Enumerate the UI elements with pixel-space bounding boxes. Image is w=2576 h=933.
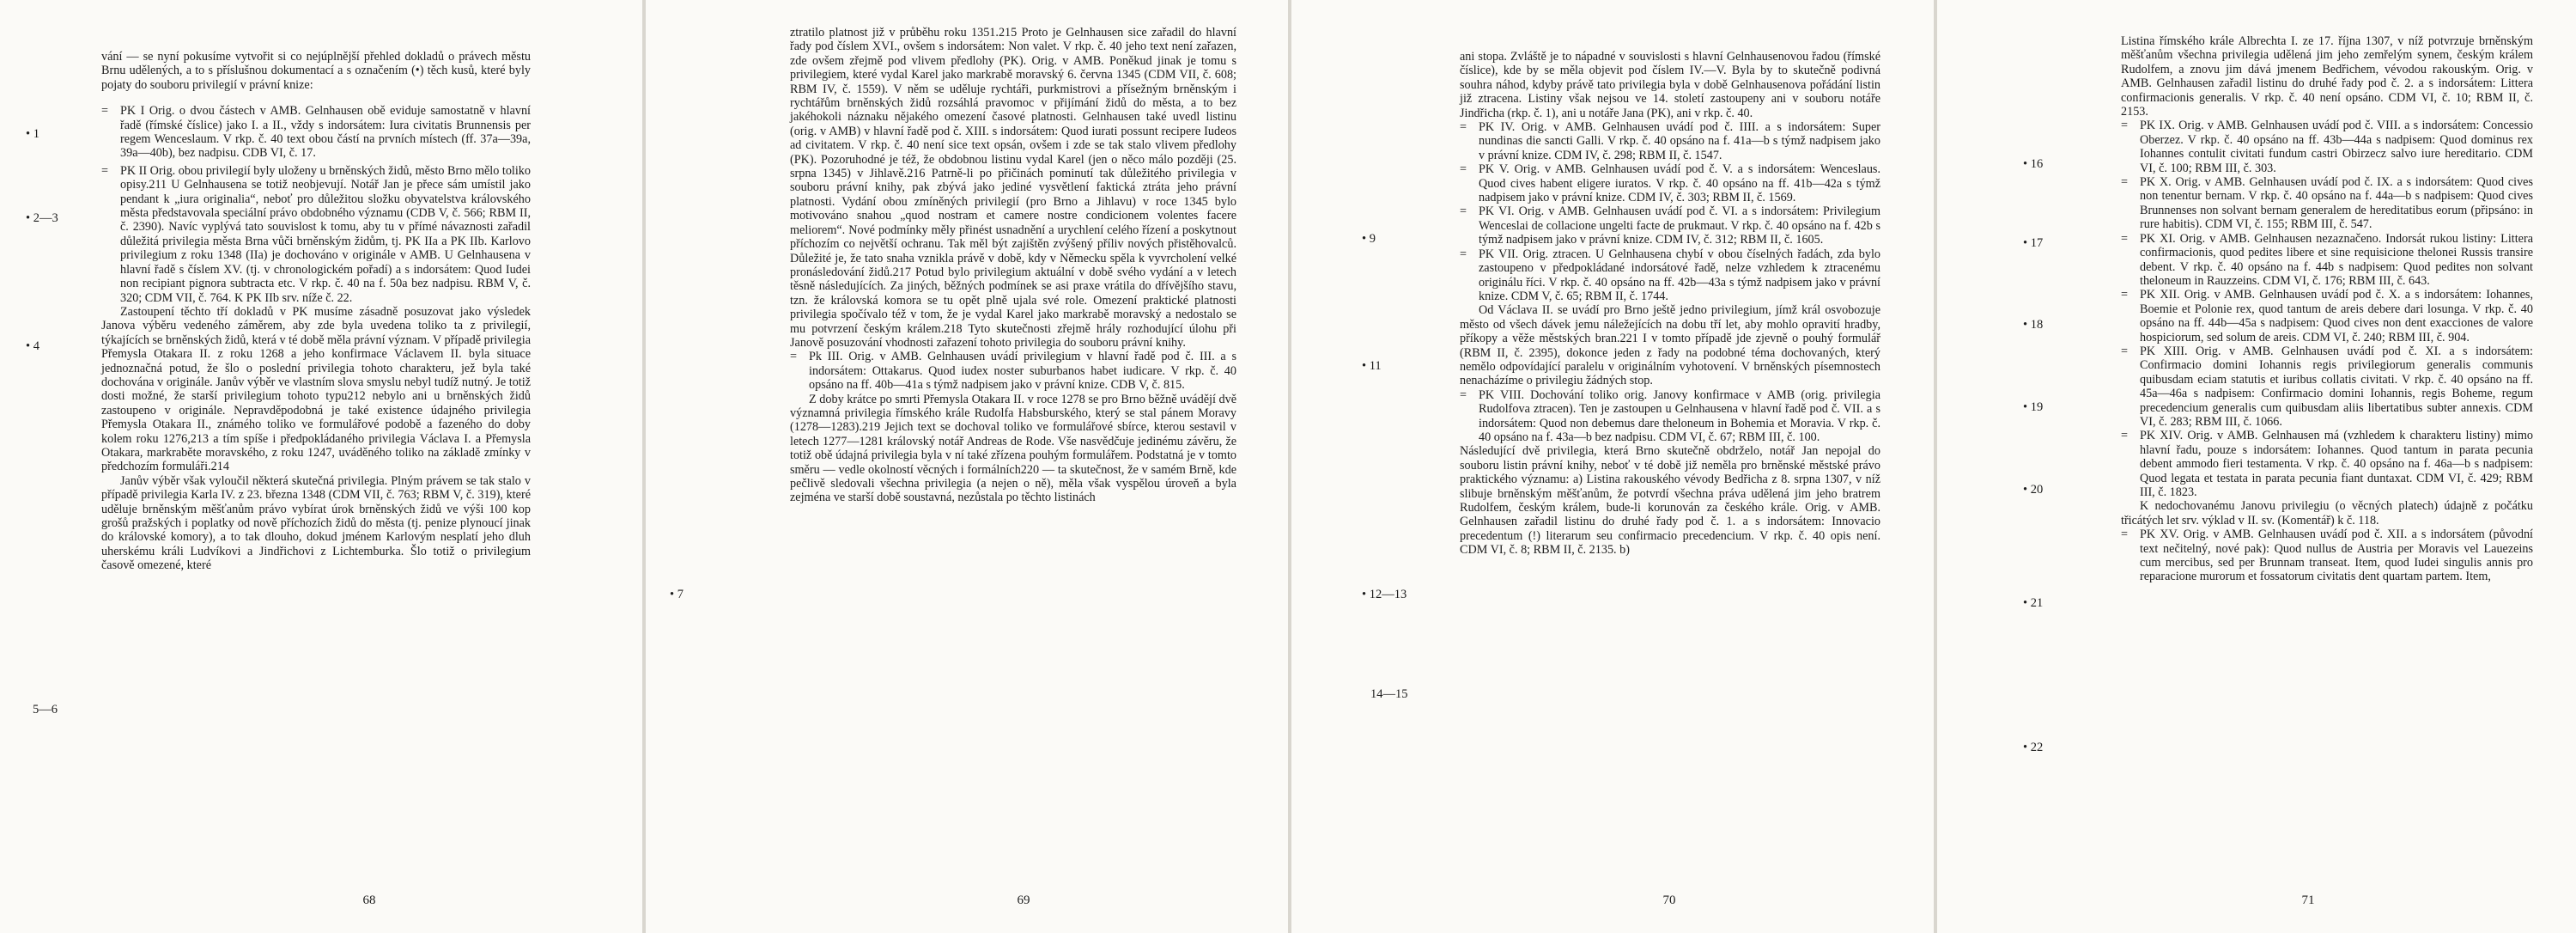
entry-text: PK IV. Orig. v AMB. Gelnhausen uvádí pod č. IIII. a s indorsátem: Super nundinas die sancti Galli. V rkp. č. 40 opsáno na f. 41a—b s týmž nadpisem jako v právní knize. CDM IV, č. 298; RBM II, č. 1547. <box>1479 120 1880 162</box>
body-paragraph: ztratilo platnost již v průběhu roku 1351.215 Proto je Gelnhausen sice zařadil do hlavní řady pod číslem XVI., ovšem s indorsátem: Non valet. V rkp. č. 40 jeho text není zařazen, zde ovšem zřejmě pod vlivem předlohy (PK). Orig. v AMB. Poněkud jinak je tomu s privilegiem, které vydal Karel jako markrabě moravský 6. června 1345 (CDM VII, č. 608; RBM IV, č. 1559). V něm se uděluje rychtáři, purkmistrovi a přísežným brněnským i rychtářům brněnských židů rozsáhlá pravomoc v přijímání židů do města, a to bez jakéhokoli náznaku nějakého omezení časové platnosti. Gelnhausen také uvedl listinu (orig. v AMB) v hlavní řadě pod č. XIII. s indorsátem: Quod iurati possunt recipere Iudeos ad civitatem. V rkp. č. 40 není sice text opsán, ovšem i zde se tak stalo vlivem předlohy (PK). Pozoruhodné je též, že obdobnou listinu vydal Karel (jen o něco málo později (25. srpna 1345) v Jihlavě.216 Patrně-li po přičinách pominutí tak důležitého privilegia v souboru právní knihy, pak zbývá jako jediné vysvětlení faktická ztráta jeho právní platnosti. Vydání obou zmíněných privilegií (pro Brno a Jihlavu) v roce 1345 bylo motivováno snahou „quod nostram et camere nostre condicionem volentes facere meliorem“. Nové podmínky měly přinést usnadnění a urychlení celého řízení a poskytnout příchozím co největší ochranu. Tak měl být zajištěn zvýšený příliv nových přistěhovalců. Důležité je, že tato snaha vznikla právě v době, kdy v Německu spěla k vyvrcholení velké pronásledování židů.217 Potud bylo privilegium aktuální v době svého vydání a v letech těsně následujících. Za jiných, běžných podmínek se asi praxe vrátila do dřívějšího stavu, tzn. že královská komora se tu opět plně ujala své role. Omezení praktické platnosti privilegia spočívalo též v tom, že je vydal Karel jako markrabě moravský a nedostalo se mu potvrzení českým králem.218 Tyto skutečnosti zřejmě hrály rozhodující úlohu při Janově posuzování vhodnosti zařazení tohoto privilegia do souboru právní knihy. <box>790 26 1236 350</box>
body-paragraph: Z doby krátce po smrti Přemysla Otakara II. v roce 1278 se pro Brno běžně uvádějí dvě významná privilegia římského krále Rudolfa Habsburského, který se stal pánem Moravy (1278—1283).219 Jejich text se dochoval toliko ve formulářové sbírce, kterou sestavil v letech 1277—1281 královský notář Andreas de Rode. Vše nasvědčuje jedinému závěru, že totiž obě údajná privilegia byla v ní také zřízena pouhým formulářem. Podstatná je v tomto směru — vedle okolností věcných i formálních220 — ta skutečnost, že v samém Brně, kde pečlivě sledovali všechna privilegia (a nejen o ně), měla však vyspělou úroveň a byla zejména ve starší době soustavná, nezůstala po těchto listinách <box>790 392 1236 505</box>
page-71 <box>1937 0 2576 933</box>
entry-dash: = <box>1460 162 1467 177</box>
privilegium-entry <box>1460 247 1880 304</box>
entry-text: Pk III. Orig. v AMB. Gelnhausen uvádí privilegium v hlavní řadě pod č. III. a s indorsátem: Ottakarus. Quod iudex noster suburbanos habet iudicare. V rkp. č. 40 opsáno na ff. 40b—41a s týmž nadpisem jako v právní knize. CDB V, č. 815. <box>809 350 1236 393</box>
entry-text: PK VII. Orig. ztracen. U Gelnhausena chybí v obou číselných řadách, zda bylo zastoupeno v předpokládané indorsátové řadě, nelze vzhledem k ztracenému originálu říci. V rkp. č. 40 opsáno na ff. 42b—43a s týmž nadpisem jako v právní knize. CDM V, č. 65; RBM II, č. 1744. <box>1479 247 1880 303</box>
privilegium-entry <box>790 350 1236 392</box>
body-paragraph: Janův výběr však vyloučil některá skutečná privilegia. Plným právem se tak stalo v případě privilegia Karla IV. z 23. března 1348 (CDM VII, č. 763; RBM V, č. 319), které uděluje brněnským měšťanům právo vybírat úrok brněnských židů ve výši 100 kop grošů pražských i poplatky od nově příchozích židů do města (tj. penize plynoucí jinak do královské komory), a to tak dlouho, dokud jménem Karlovým nesplatí jeho dluh uherskému králi Ludvíkovi a Jindřichovi z Lichtemburka. Šlo totiž o privilegium časově omezené, které <box>101 473 531 573</box>
entry-text: PK XI. Orig. v AMB. Gelnhausen nezaznačeno. Indorsát rukou listiny: Littera confirmacionis, quod pedites libere et sine requisicione thelonei Russis transire debent. V rkp. č. 40 opsáno na f. 44b s nadpisem: Quod pedites non solvant theloneum in Rauzzeins. CDM VI, č. 176; RBM III, č. 643. <box>2140 231 2533 288</box>
entry-dash: = <box>2121 288 2129 302</box>
margin-marker: • 9 <box>1362 232 1376 246</box>
margin-marker: • 2—3 <box>26 211 58 225</box>
entry-text: PK VIII. Dochování toliko orig. Janovy konfirmace v AMB (orig. privilegia Rudolfova ztracen). Ten je zastoupen u Gelnhausena v hlavní řadě pod č. VII. a s indorsátem: Quod non debemus dare theloneum in Bohemia et Moravia. V rkp. č. 40 opsáno na f. 43a—b bez nadpisu. CDM VI, č. 67; RBM III, č. 100. <box>1479 387 1880 444</box>
body-paragraph: K nedochovanému Janovu privilegiu (o věcných platech) údajně z počátku třicátých let srv. výklad v II. sv. (Komentář) k č. 118. <box>2121 499 2533 527</box>
page-69 <box>646 0 1288 933</box>
entry-text: PK X. Orig. v AMB. Gelnhausen uvádí pod č. IX. a s indorsátem: Quod cives non tenentur bernam. V rkp. č. 40 opsáno na f. 44a—b s nadpisem: Quod cives Brunnenses non solvant bernam generalem de hereditatibus eorum (připsáno: in rure habitis). CDM VI, č. 155; RBM III, č. 547. <box>2140 175 2533 232</box>
margin-marker: 14—15 <box>1370 687 1408 701</box>
privilegium-entry <box>1460 162 1880 204</box>
page-70 <box>1291 0 1934 933</box>
entry-dash: = <box>2121 175 2129 190</box>
body-paragraph: Zastoupení těchto tří dokladů v PK musíme zásadně posuzovat jako výsledek Janova výběru vedeného záměrem, aby zde byla uvedena toliko ta z privilegií, týkajících se brněnských židů, která v té době měla právní význam. V případě privilegia Přemysla Otakara II. z roku 1268 a jeho konfirmace Václavem II. byla situace jednoznačná potud, že šlo o poslední privilegia tohoto charakteru, jež byla také dochována v originále. Janův výběr ve vlastním slova smyslu nebyl tudíž nutný. Je totiž dosti možné, že starší privilegium tohoto typu212 nebylo ani u brněnských židů zastoupeno v originále. Nepravděpodobná je také existence údajného privilegia Přemysla Otakara II., známého toliko ve formulářové podobě a fazeného do doby kolem roku 1276,213 a tím spíše i předpokládaného privilegia Václava I. a Přemysla Otakara, markraběte moravského, z roku 1247, uváděného toliko na základě zmínky v předchozím formuláři.214 <box>101 304 531 474</box>
entry-text: PK I Orig. o dvou částech v AMB. Gelnhausen obě eviduje samostatně v hlavní řadě (římské číslice) jako I. a II., vždy s indorsátem: Iura civitatis Brunnensis per regem Wenceslaum. V rkp. č. 40 text obou částí na prvních místech (ff. 37a—39a, 39a—40b), bez nadpisu. CDB VI, č. 17. <box>120 104 531 161</box>
margin-marker: • 12—13 <box>1362 588 1407 601</box>
privilegium-entry <box>101 164 531 305</box>
body-paragraph: Následující dvě privilegia, která Brno skutečně obdrželo, notář Jan nepojal do souboru listin právní knihy, neboť v té době již neměla pro brněnské městské právo praktického významu: a) Listina rakouského vévody Bedřicha z 8. srpna 1307, v níž slibuje brněnským měšťanům, že potvrdí všechna práva udělená jim jeho bratrem Rudolfem, českým králem, bude-li korunován za českého krále. Orig. v AMB. Gelnhausen zařadil listinu do druhé řady pod č. 1. a s indorsátem: Innovacio precedentum (!) literarum seu confirmacio precedencium. V rkp. č. 40 opis není. CDM VI, č. 8; RBM II, č. 2135. b) <box>1460 444 1880 558</box>
entry-text: PK IX. Orig. v AMB. Gelnhausen uvádí pod č. VIII. a s indorsátem: Concessio Oberzez. V rkp. č. 40 opsáno na ff. 43b—44a s nadpisem: Quod dominus rex Iohannes contulit civitati fundum castri Obirzecz salvo iure hereditario. CDM VI, č. 100; RBM III, č. 303. <box>2140 119 2533 175</box>
entry-text: PK XV. Orig. v AMB. Gelnhausen uvádí pod č. XII. a s indorsátem (původní text nečitelný, nové pak): Quod nullus de Austria per Moravis vel Lauezeins cum mercibus, sed per Brunnam transeat. Item, quod Iudei singulis annis pro reparacione murorum et fossatorum civitatis dent quartam partem. Item, <box>2140 527 2533 584</box>
privilegium-entry <box>2121 527 2533 584</box>
entry-dash: = <box>1460 120 1467 135</box>
entry-dash: = <box>2121 429 2129 443</box>
margin-marker: • 21 <box>2023 596 2044 610</box>
privilegium-entry <box>2121 345 2533 429</box>
margin-marker: • 1 <box>26 127 39 141</box>
entry-dash: = <box>2121 231 2129 246</box>
privilegium-entry <box>2121 175 2533 232</box>
page-number: 70 <box>1662 893 1676 907</box>
entry-dash: = <box>101 163 109 178</box>
margin-marker: • 7 <box>670 588 683 601</box>
body-paragraph: Od Václava II. se uvádí pro Brno ještě jedno privilegium, jímž král osvobozuje město od všech dávek jemu náležejících na dobu tří let, aby mohlo opravití hradby, příkopy a věže městských bran.221 I v tomto případě jde zjevně o pouhý formulář (RBM II, č. 2395), dokonce jeden z řady na podobné téma dochovaných, který nemělo odpovídající paralelu v originálním vyhotovení. V brněnských písemnostech nenacházíme o privilegiu žádných stop. <box>1460 303 1880 388</box>
entry-text: PK XII. Orig. v AMB. Gelnhausen uvádí pod č. X. a s indorsátem: Iohannes, Boemie et Polonie rex, quod tantum de areis debere dari losunga. V rkp. č. 40 opsáno na ff. 44b—45a s nadpisem: Quod cives non dent exacciones de valore hospiciorum, sed solum de areis. CDM VI, č. 240; RBM III, č. 904. <box>2140 288 2533 345</box>
margin-marker: • 16 <box>2023 157 2044 171</box>
page-text <box>101 50 531 573</box>
page-number: 69 <box>1017 893 1030 907</box>
margin-marker: • 22 <box>2023 741 2044 754</box>
margin-marker: • 11 <box>1362 359 1382 373</box>
entry-text: PK XIV. Orig. v AMB. Gelnhausen má (vzhledem k charakteru listiny) mimo hlavní řadu, pouze s indorsátem: Iohannes. Quod tantum in parata pecunia debent ammodo fieri testamenta. V rkp. č. 40 opsáno na f. 46a—b s nadpisem: Quod legata et testata in parata pecunia fiant duntaxat. CDM VI, č. 429; RBM III, č. 1823. <box>2140 429 2533 499</box>
privilegium-entry <box>1460 120 1880 162</box>
entry-text: PK VI. Orig. v AMB. Gelnhausen uvádí pod č. VI. a s indorsátem: Privilegium Wenceslai de collacione ungelti facte de prukmaut. V rkp. č. 40 opsáno na f. 42b s týmž nadpisem jako v právní knize. CDM IV, č. 312; RBM II, č. 1605. <box>1479 204 1880 247</box>
page-68 <box>0 0 642 933</box>
entry-dash: = <box>1460 204 1467 219</box>
entry-dash: = <box>2121 119 2129 133</box>
margin-marker: • 17 <box>2023 236 2044 250</box>
privilegium-entry <box>2121 288 2533 345</box>
entry-dash: = <box>1460 387 1467 402</box>
privilegium-entry <box>1460 204 1880 247</box>
entry-dash: = <box>101 104 109 119</box>
page-number: 71 <box>2301 893 2315 907</box>
margin-marker: • 19 <box>2023 400 2044 414</box>
margin-marker: 5—6 <box>33 703 58 717</box>
page-text <box>1460 50 1880 558</box>
privilegium-entry <box>2121 232 2533 289</box>
page-text <box>2121 34 2533 584</box>
privilegium-entry <box>101 104 531 161</box>
entry-dash: = <box>790 350 798 364</box>
entry-text: PK XIII. Orig. v AMB. Gelnhausen uvádí pod č. XI. a s indorsátem: Confirmacio domini Iohannis regis privilegiorum generalis communis quibusdam eciam statutis et iuribus collatis civitati. V rkp. č. 40 opsáno na ff. 45a—46a s nadpisem: Confirmacio domini Iohannis, regis Boheme, regum precedencium generalis cum quibusdam aliis libertatibus subter annexis. CDM VI, č. 283; RBM III, č. 1066. <box>2140 344 2533 429</box>
entry-dash: = <box>2121 344 2129 358</box>
page-text <box>790 26 1236 505</box>
privilegium-entry <box>1460 388 1880 445</box>
intro-paragraph: vání — se nyní pokusíme vytvořit si co nejúplnější přehled dokladů o právech městu Brnu udělených, a to s příslušnou dokumentací a s označením (•) těch kusů, které byly pojaty do souboru privilegií v právní knize: <box>101 50 531 92</box>
body-paragraph: ani stopa. Zvláště je to nápadné v souvislosti s hlavní Gelnhausenovou řadou (římské číslice), kde by se měla objevit pod číslem IV.—V. Byla by to skutečně podivná souhra náhod, kdyby právě tato privilegia byla v době Gelnhausenova pořádání listin již ztracena. Listiny však nejsou ve 14. století zastoupeny ani v souboru notáře Jindřicha (rkp. č. 1), ani u notáře Jana (PK), ani v rkp. č. 40. <box>1460 50 1880 120</box>
page-number: 68 <box>362 893 376 907</box>
entry-text: PK V. Orig. v AMB. Gelnhausen uvádí pod č. V. a s indorsátem: Wenceslaus. Quod cives habent eligere iuratos. V rkp. č. 40 opsáno na ff. 41b—42a s týmž nadpisem jako v právní knize. CDM IV, č. 303; RBM II, č. 1569. <box>1479 162 1880 205</box>
margin-marker: • 18 <box>2023 318 2044 332</box>
entry-text: PK II Orig. obou privilegií byly uloženy u brněnských židů, město Brno mělo toliko opisy.211 U Gelnhausena se totiž neobjevují. Notář Jan je přece sám umístil jako pendant k „iura originalia“, neboť pro důležitou složku obyvatelstva královského města představovala speciální právo obdobného významu (CDB V, č. 566; RBM II, č. 2390). Navíc vyplývá tato souvislost k tomu, aby tu v přímé návaznosti zařadil důležitá privilegia města Brna vůči brněnským židům, tj. PK IIa a PK IIb. Karlovo privilegium z roku 1348 (IIa) je dochováno v originále v AMB. U Gelnhausena v hlavní řadě s číslem XV. (tj. v chronologickém pořadí) a s indorsátem: Quod Iudei non recipiant pignora subtracta etc. V rkp. č. 40 na f. 50a bez nadpisu. RBM V, č. 320; CDM VII, č. 764. K PK IIb srv. níže č. 22. <box>120 163 531 305</box>
margin-marker: • 4 <box>26 339 39 353</box>
privilegium-entry <box>2121 119 2533 175</box>
body-paragraph: Listina římského krále Albrechta I. ze 17. října 1307, v níž potvrzuje brněnským měšťanům všechna privilegia udělená jim jeho zemřelým synem, českým králem Rudolfem, a znovu jim dává jmenem Bedřichem, vévodou rakouským. Orig. v AMB. Gelnhausen zařadil listinu do druhé řady pod č. 2. a s indorsátem: Littera confirmacionis generalis. V rkp. č. 40 není opsáno. CDM VI, č. 10; RBM II, č. 2153. <box>2121 34 2533 119</box>
entry-dash: = <box>1460 247 1467 261</box>
privilegium-entry <box>2121 429 2533 499</box>
entry-dash: = <box>2121 527 2129 542</box>
margin-marker: • 20 <box>2023 483 2044 497</box>
